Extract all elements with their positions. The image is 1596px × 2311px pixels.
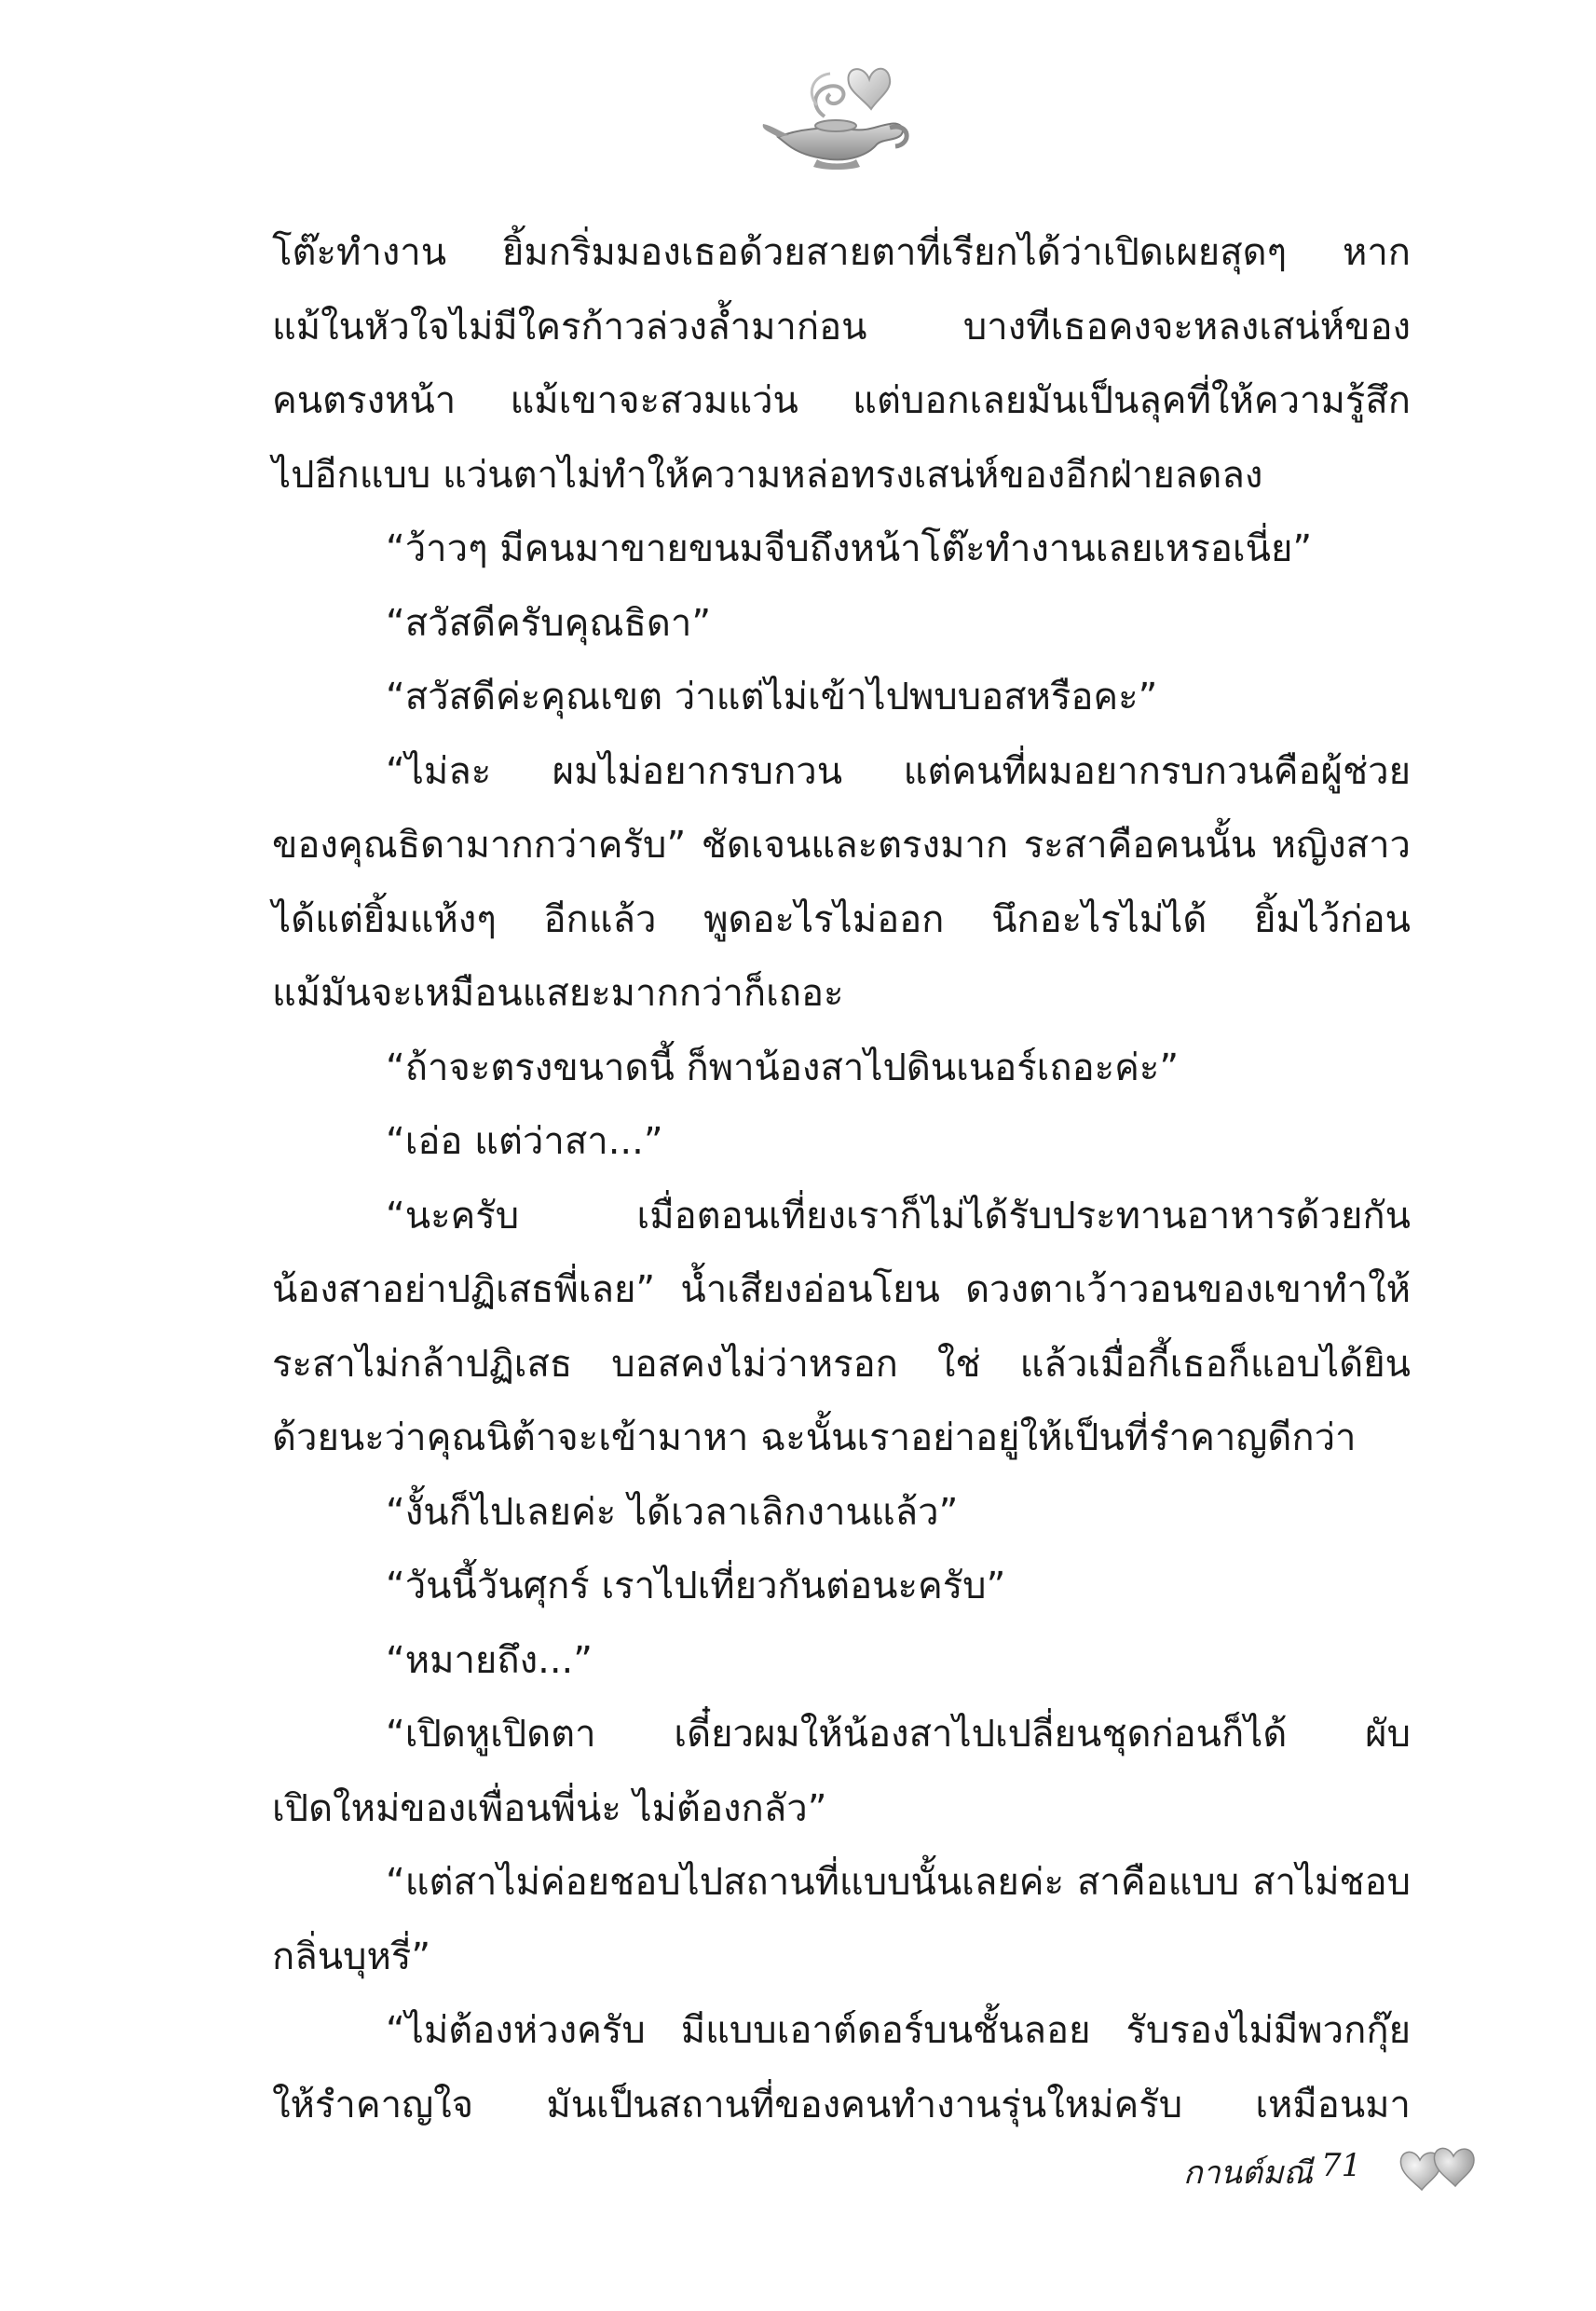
text-line: “สวัสดีครับคุณธิดา” [386, 601, 712, 645]
text-line: “วันนี้วันศุกร์ เราไปเที่ยวกันต่อนะครับ” [386, 1565, 1006, 1607]
text-line: “งั้นก็ไปเลยค่ะ ได้เวลาเลิกงานแล้ว” [386, 1490, 959, 1534]
genie-lamp-with-heart-icon [759, 51, 918, 172]
text-line: “เอ่อ แต่ว่าสา...” [386, 1120, 663, 1163]
text-line: แม้มันจะเหมือนแสยะมากกว่าก็เถอะ [272, 972, 844, 1015]
body-text [272, 216, 1411, 2142]
book-title: กานต์มณี [1183, 2154, 1313, 2192]
text-line: คนตรงหน้า แม้เขาจะสวมแว่น แต่บอกเลยมันเป็นลุคที่ให้ความรู้สึก [272, 379, 1411, 422]
text-line: ระสาไม่กล้าปฏิเสธ บอสคงไม่ว่าหรอก ใช่ แล้วเมื่อกี้เธอก็แอบได้ยิน [272, 1342, 1411, 1386]
text-line: ได้แต่ยิ้มแห้งๆ อีกแล้ว พูดอะไรไม่ออก นึกอะไรไม่ได้ ยิ้มไว้ก่อน [272, 897, 1411, 941]
text-line: ของคุณธิดามากกว่าครับ” ชัดเจนและตรงมาก ระสาคือคนนั้น หญิงสาว [272, 824, 1411, 867]
text-line: ให้รำคาญใจ มันเป็นสถานที่ของคนทำงานรุ่นใหม่ครับ เหมือนมา [272, 2083, 1411, 2126]
text-line: แม้ในหัวใจไม่มีใครก้าวล่วงล้ำมาก่อน บางทีเธอคงจะหลงเสน่ห์ของ [272, 305, 1411, 349]
text-line: “ว้าวๆ มีคนมาขายขนมจีบถึงหน้าโต๊ะทำงานเลยเหรอเนี่ย” [386, 527, 1313, 570]
text-line: โต๊ะทำงาน ยิ้มกริ่มมองเธอด้วยสายตาที่เรียกได้ว่าเปิดเผยสุดๆ หาก [272, 231, 1411, 274]
text-line: “สวัสดีค่ะคุณเขต ว่าแต่ไม่เข้าไปพบบอสหรือคะ” [386, 676, 1158, 718]
two-hearts-icon [1396, 2141, 1480, 2194]
text-line: เปิดใหม่ของเพื่อนพี่น่ะ ไม่ต้องกลัว” [272, 1786, 827, 1830]
text-line: ไปอีกแบบ แว่นตาไม่ทำให้ความหล่อทรงเสน่ห์ของอีกฝ่ายลดลง [272, 453, 1263, 497]
text-line: “นะครับ เมื่อตอนเที่ยงเราก็ไม่ได้รับประทานอาหารด้วยกัน [386, 1194, 1411, 1238]
text-line: “แต่สาไม่ค่อยชอบไปสถานที่แบบนั้นเลยค่ะ สาคือแบบ สาไม่ชอบ [386, 1861, 1411, 1904]
text-line: ด้วยนะว่าคุณนิต้าจะเข้ามาหา ฉะนั้นเราอย่าอยู่ให้เป็นที่รำคาญดีกว่า [272, 1416, 1357, 1459]
text-line: “ไม่ต้องห่วงครับ มีแบบเอาต์ดอร์บนชั้นลอย รับรองไม่มีพวกกุ๊ย [386, 2009, 1411, 2052]
text-line: น้องสาอย่าปฏิเสธพี่เลย” น้ำเสียงอ่อนโยน ดวงตาเว้าวอนของเขาทำให้ [272, 1268, 1411, 1311]
page-footer [1183, 2141, 1491, 2197]
text-line: กลิ่นบุหรี่” [272, 1935, 431, 1978]
text-line: “ถ้าจะตรงขนาดนี้ ก็พาน้องสาไปดินเนอร์เถอะค่ะ” [386, 1046, 1180, 1089]
text-line: “เปิดหูเปิดตา เดี๋ยวผมให้น้องสาไปเปลี่ยนชุดก่อนก็ได้ ผับ [386, 1713, 1411, 1756]
page-number: 71 [1321, 2147, 1362, 2184]
text-line: “ไม่ละ ผมไม่อยากรบกวน แต่คนที่ผมอยากรบกวนคือผู้ช่วย [386, 749, 1411, 793]
text-line: “หมายถึง...” [386, 1638, 593, 1682]
